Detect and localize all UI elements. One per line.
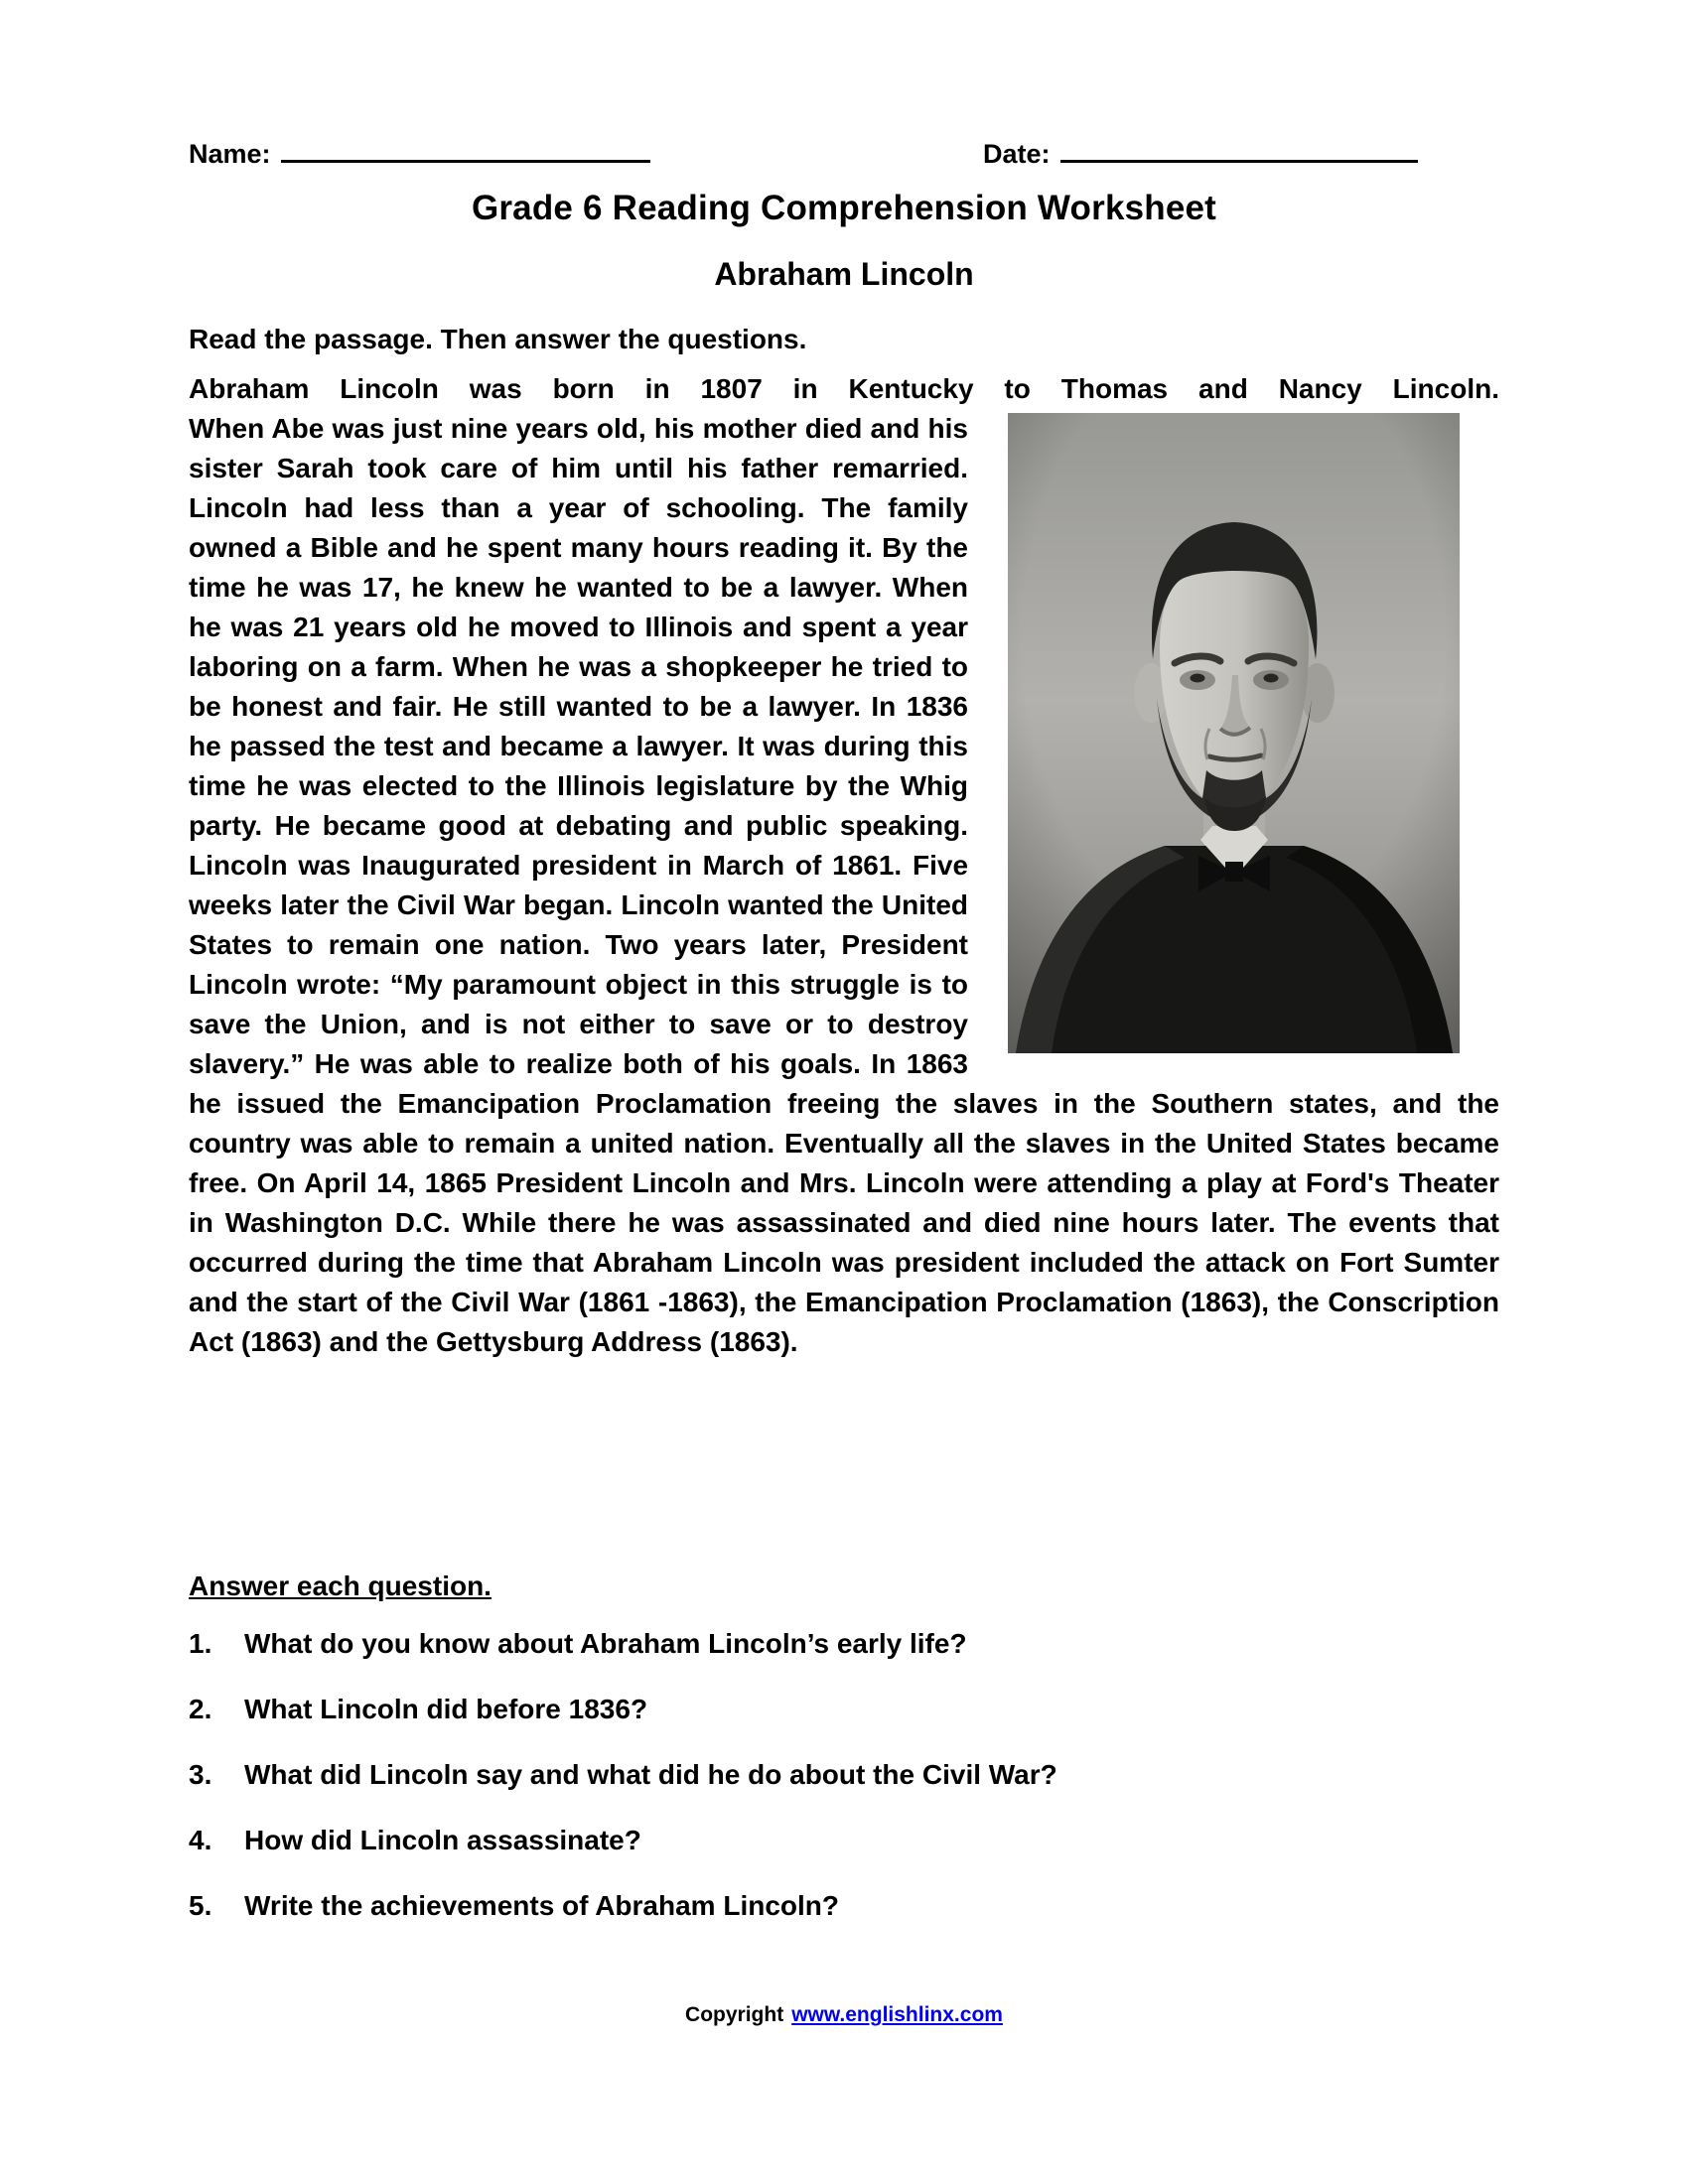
name-label: Name: bbox=[189, 139, 271, 169]
date-blank-line[interactable] bbox=[1060, 139, 1418, 163]
question-item bbox=[189, 1694, 1499, 1725]
name-blank-line[interactable] bbox=[281, 139, 650, 163]
question-item bbox=[189, 1890, 1499, 1922]
passage-part3: Inaugurated president in March of 1861. Five weeks later the Civil War began. Lincoln wanted the United States to remain one nation. Two years later, President Lincoln wrote: “My paramount object in this struggle is to save the Union, and is not either to save or to destroy slavery.” He was able to realize both of his goals. In 1863 he issued the Emancipation Proclamation freeing the slaves in the Southern states, and the country was able to remain a united nation. Eventually all the slaves in the United States became free. On April 14, 1865 President Lincoln and Mrs. Lincoln were attending a play at Ford's Theater in Washington D.C. While there he was assassinated and died nine hours later. The events that occurred during the time that Abraham Lincoln was president included the attack on Fort Sumter and the start of the Civil War (1861 -1863), the Emancipation Proclamation (1863), the Conscription Act (1863) and the Gettysburg Address (1863). bbox=[189, 850, 1499, 1357]
question-item bbox=[189, 1759, 1499, 1791]
lincoln-portrait-svg bbox=[1008, 413, 1460, 1053]
passage-first-line: Abraham Lincoln was born in 1807 in Kentucky to Thomas and Nancy Lincoln. bbox=[189, 373, 1499, 404]
passage-part2: When Abe was just nine years old, his mother died and his sister Sarah took care of him until his father remarried. Lincoln had less than a year of schooling. The family owned a Bible and he spent many hours reading it. By the time he was 17, he knew he wanted to be a lawyer. When he was 21 years old he moved to Illinois and spent a year laboring on a farm. When he was a shopkeeper he tried to be honest and fair. He still wanted to be a lawyer. In 1836 he passed the test and became a lawyer. It was during this time he was elected to the Illinois legislature by the Whig party. He became good at debating and public speaking. Lincoln was bbox=[189, 413, 968, 881]
question-number: 5. bbox=[189, 1890, 212, 1921]
question-item bbox=[189, 1628, 1499, 1660]
instruction-text: Read the passage. Then answer the questions. bbox=[189, 324, 807, 354]
question-number: 2. bbox=[189, 1694, 212, 1724]
questions-heading: Answer each question. bbox=[189, 1570, 492, 1601]
question-item bbox=[189, 1825, 1499, 1856]
question-number: 1. bbox=[189, 1628, 212, 1659]
question-number: 4. bbox=[189, 1825, 212, 1855]
question-text: What do you know about Abraham Lincoln’s early life? bbox=[244, 1628, 967, 1659]
question-text: What did Lincoln say and what did he do about the Civil War? bbox=[244, 1759, 1057, 1790]
date-field bbox=[983, 139, 1418, 170]
question-text: What Lincoln did before 1836? bbox=[244, 1694, 648, 1724]
copyright-label: Copyright bbox=[685, 2003, 784, 2026]
name-field bbox=[189, 139, 650, 170]
lincoln-portrait-image bbox=[1008, 413, 1460, 1053]
copyright-link[interactable]: www.englishlinx.com bbox=[791, 2003, 1003, 2026]
footer bbox=[0, 2003, 1688, 2027]
questions-section bbox=[189, 1570, 1499, 1956]
question-text: Write the achievements of Abraham Lincoln? bbox=[244, 1890, 840, 1921]
question-text: How did Lincoln assassinate? bbox=[244, 1825, 641, 1855]
question-number: 3. bbox=[189, 1759, 212, 1790]
worksheet-subtitle: Abraham Lincoln bbox=[714, 256, 974, 292]
worksheet-title: Grade 6 Reading Comprehension Worksheet bbox=[471, 189, 1217, 227]
date-label: Date: bbox=[983, 139, 1051, 169]
passage bbox=[189, 369, 1499, 1362]
